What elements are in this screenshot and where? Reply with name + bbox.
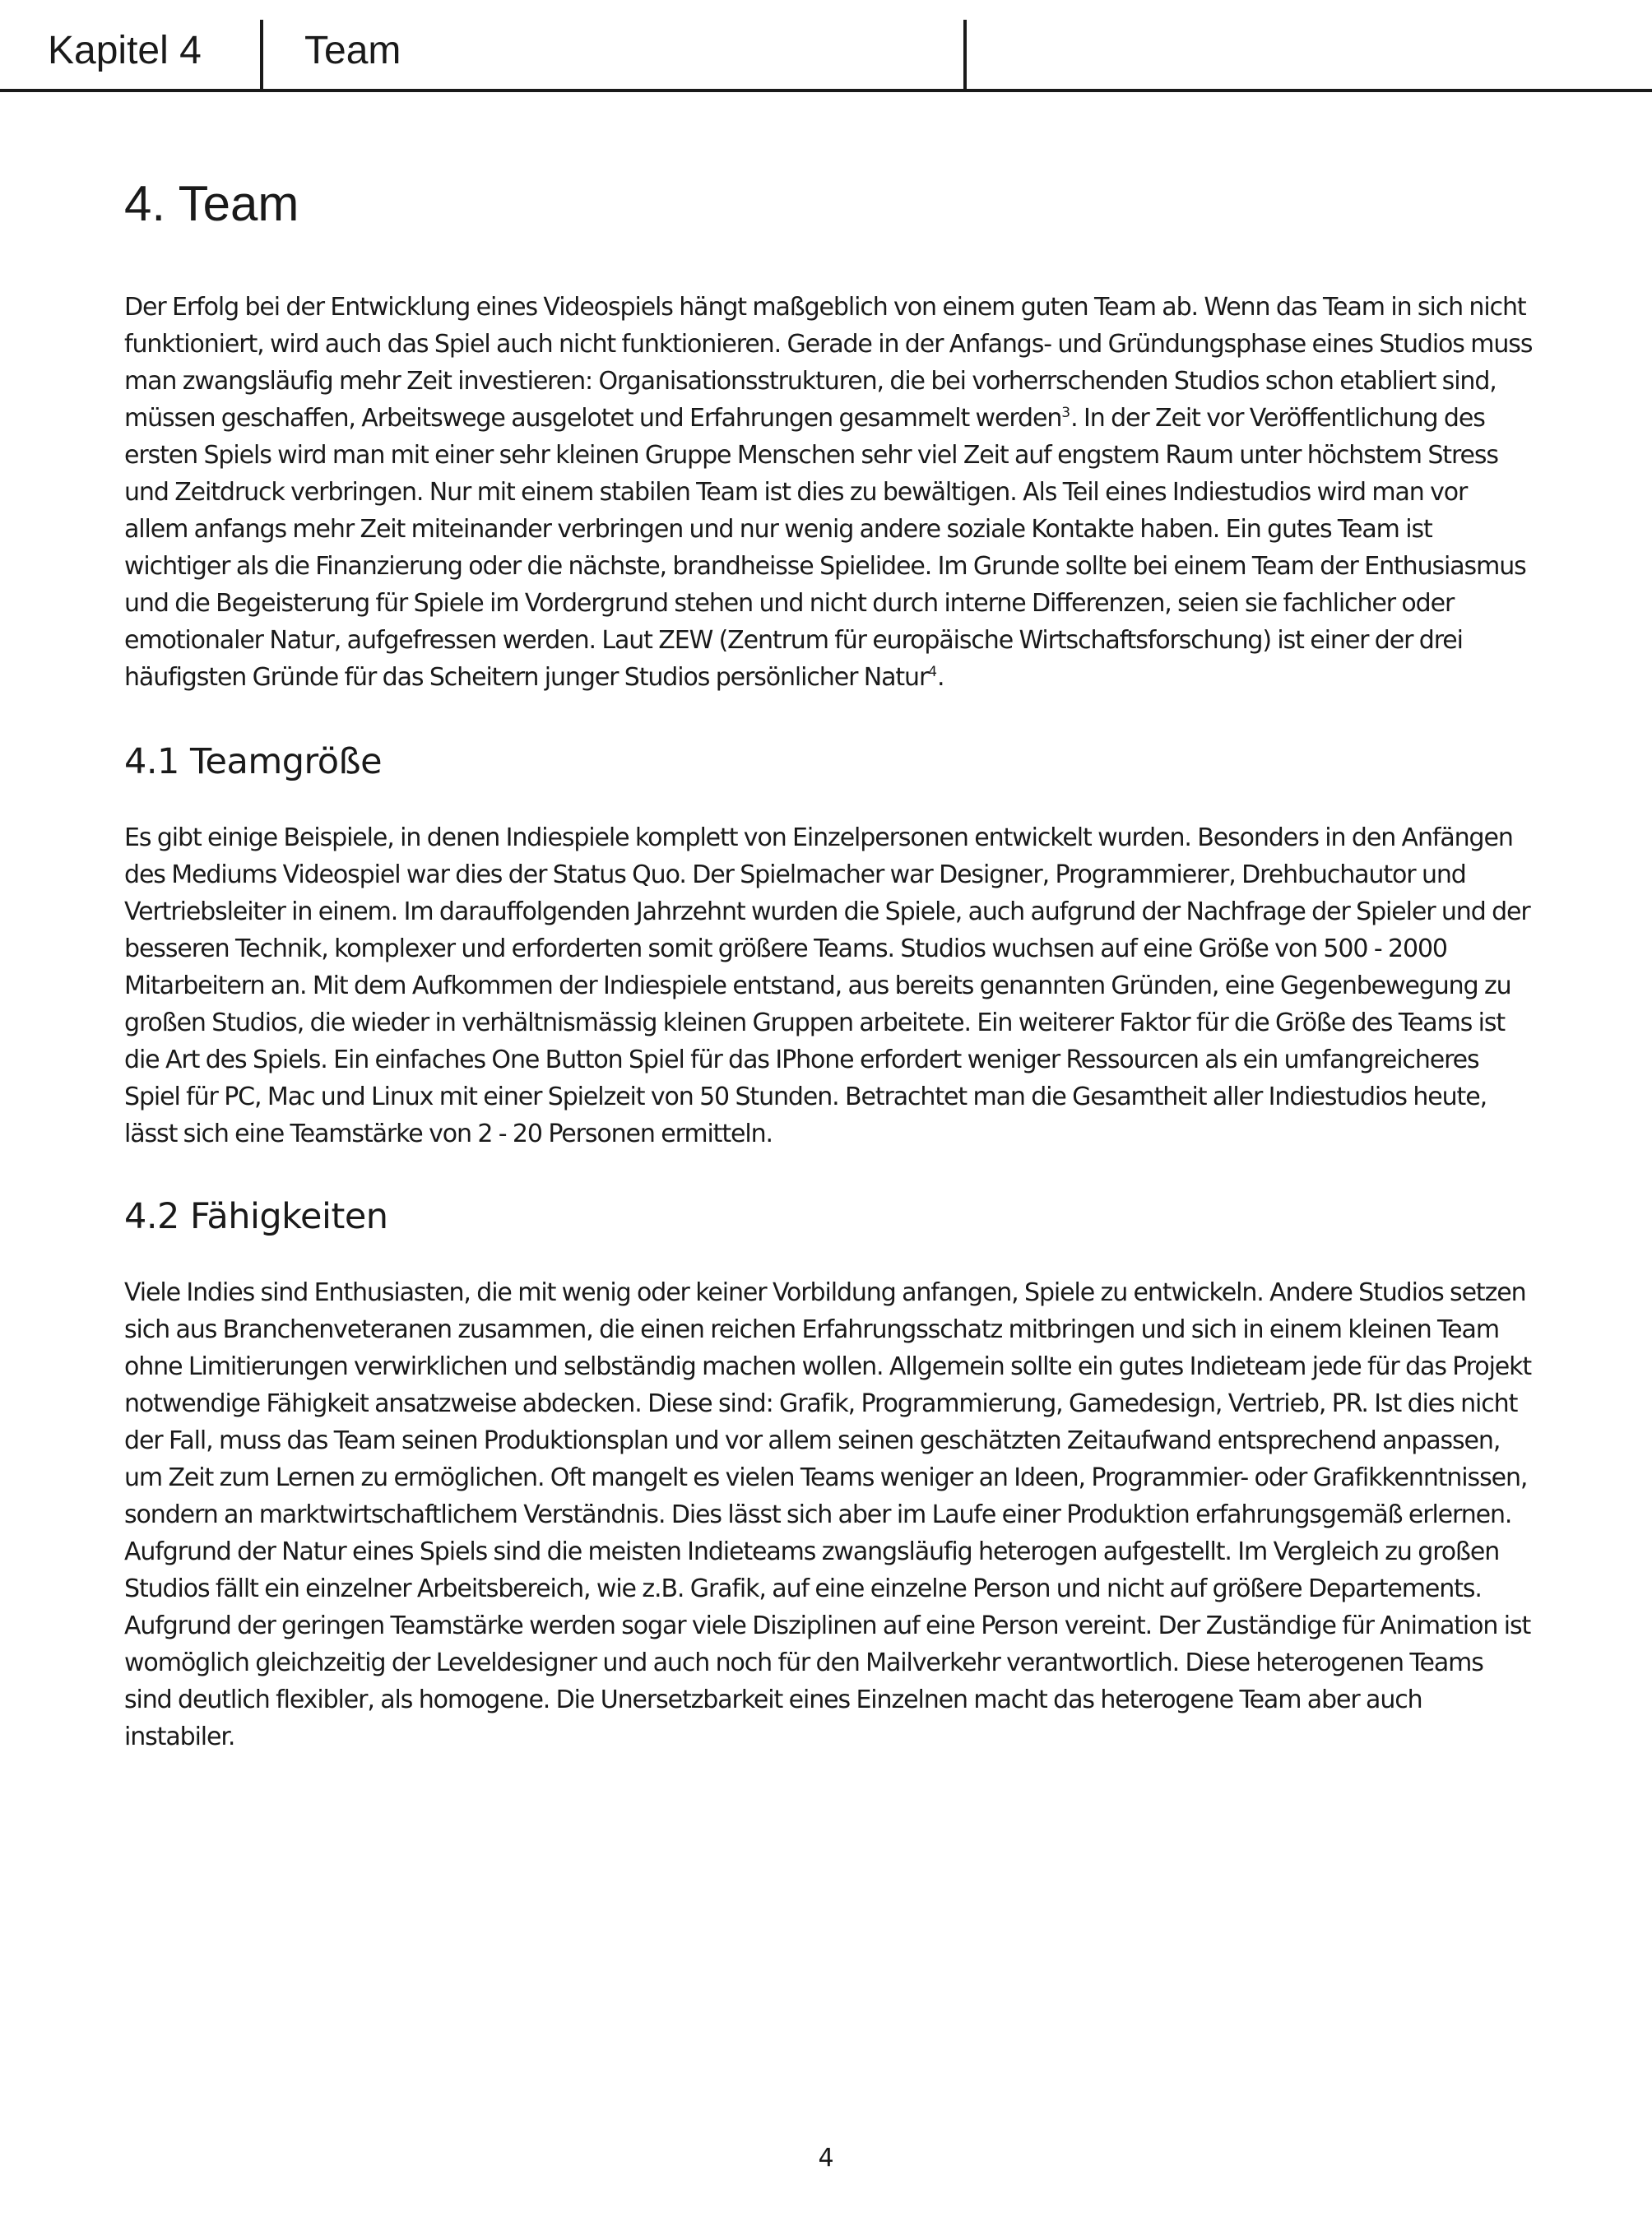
intro-text: . In der Zeit vor Veröffentlichung des ersten Spiels wird man mit einer sehr kleinen Gruppe Menschen sehr viel Zeit auf engstem Raum unter höchstem Stress und Zeitdruck verbringen. Nur mit einem stabilen Team ist dies zu bewältigen. Als Teil eines Indiestudios wird man vor allem anfangs mehr Zeit miteinander verbringen und nur wenig andere soziale Kontakte haben. Ein gutes Team ist wichtiger als die Finanzierung oder die nächste, brandheisse Spielidee. Im Grunde sollte bei einem Team der Enthusiasmus und die Begeisterung für Spiele im Vordergrund stehen und nicht durch interne Differenzen, seien sie fachlicher oder emotionaler Natur, aufgefressen werden. Laut ZEW (Zentrum für europäische Wirtschaftsforschung) ist einer der drei häufigsten Gründe für das Scheitern junger Studios persönlicher Natur: [124, 404, 1526, 692]
page-content: [124, 169, 1536, 1755]
running-header-chapter: Kapitel 4: [48, 29, 202, 72]
header-divider: [963, 20, 967, 92]
chapter-heading: 4. Team: [124, 176, 299, 231]
header-divider: [260, 20, 263, 92]
section-heading-faehigkeiten: 4.2 Fähigkeiten: [124, 1196, 388, 1237]
intro-text: .: [937, 663, 944, 692]
intro-text: Der Erfolg bei der Entwicklung eines Videospiels hängt maßgeblich von einem guten Team ab. Wenn das Team in sich nicht funktioniert, wird auch das Spiel auch nicht funktionieren. Gerade in der Anfangs- und Gründungsphase eines Studios muss man zwangsläufig mehr Zeit investieren: Organisationsstrukturen, die bei vorherrschenden Studios schon etabliert sind, müssen geschaffen, Arbeitswege ausgelotet und Erfahrungen gesammelt werden: [124, 293, 1533, 433]
intro-paragraph: [124, 289, 1536, 696]
page-number: 4: [818, 2144, 834, 2172]
footnote-marker[interactable]: 3: [1061, 405, 1071, 421]
running-header-title: Team: [304, 29, 401, 72]
faehigkeiten-paragraph-2: Aufgrund der Natur eines Spiels sind die meisten Indieteams zwangsläufig heterogen aufgestellt. Im Vergleich zu großen Studios fällt ein einzelner Arbeitsbereich, wie z.B. Grafik, auf eine einzelne Person und nicht auf größere Departements. Aufgrund der geringen Teamstärke werden sogar viele Disziplinen auf eine Person vereint. Der Zuständige für Animation ist womöglich gleichzeitig der Leveldesigner und auch noch für den Mailverkehr verantwortlich. Diese heterogenen Teams sind deutlich flexibler, als homogene. Die Unersetzbarkeit eines Einzelnen macht das heterogene Team aber auch instabiler.: [124, 1537, 1531, 1751]
running-header: [0, 0, 1652, 92]
section-heading-teamgroesse: 4.1 Teamgröße: [124, 741, 383, 782]
faehigkeiten-paragraph-1: Viele Indies sind Enthusiasten, die mit wenig oder keiner Vorbildung anfangen, Spiele zu entwickeln. Andere Studios setzen sich aus Branchenveteranen zusammen, die einen reichen Erfahrungsschatz mitbringen und sich in einem kleinen Team ohne Limitierungen verwirklichen und selbständig machen wollen. Allgemein sollte ein gutes Indieteam jede für das Projekt notwendige Fähigkeit ansatzweise abdecken. Diese sind: Grafik, Programmierung, Gamedesign, Vertrieb, PR. Ist dies nicht der Fall, muss das Team seinen Produktionsplan und vor allem seinen geschätzten Zeitaufwand entsprechend anpassen, um Zeit zum Lernen zu ermöglichen. Oft mangelt es vielen Teams weniger an Ideen, Programmier- oder Grafikkenntnissen, sondern an marktwirtschaftlichem Verständnis. Dies lässt sich aber im Laufe einer Produktion erfahrungsgemäß erlernen.: [124, 1278, 1532, 1529]
teamgroesse-paragraph: Es gibt einige Beispiele, in denen Indiespiele komplett von Einzelpersonen entwickelt wurden. Besonders in den Anfängen des Mediums Videospiel war dies der Status Quo. Der Spielmacher war Designer, Programmierer, Drehbuchautor und Vertriebsleiter in einem. Im darauffolgenden Jahrzehnt wurden die Spiele, auch aufgrund der Nachfrage der Spieler und der besseren Technik, komplexer und erforderten somit größere Teams. Studios wuchsen auf eine Größe von 500 - 2000 Mitarbeitern an. Mit dem Aufkommen der Indiespiele entstand, aus bereits genannten Gründen, eine Gegenbewegung zu großen Studios, die wieder in verhältnismässig kleinen Gruppen arbeitete. Ein weiterer Faktor für die Größe des Teams ist die Art des Spiels. Ein einfaches One Button Spiel für das IPhone erfordert weniger Ressourcen als ein umfangreicheres Spiel für PC, Mac und Linux mit einer Spielzeit von 50 Stunden. Betrachtet man die Gesamtheit aller Indiestudios heute, lässt sich eine Teamstärke von 2 - 20 Personen ermitteln.: [124, 823, 1530, 1148]
footnote-marker[interactable]: 4: [928, 664, 938, 680]
